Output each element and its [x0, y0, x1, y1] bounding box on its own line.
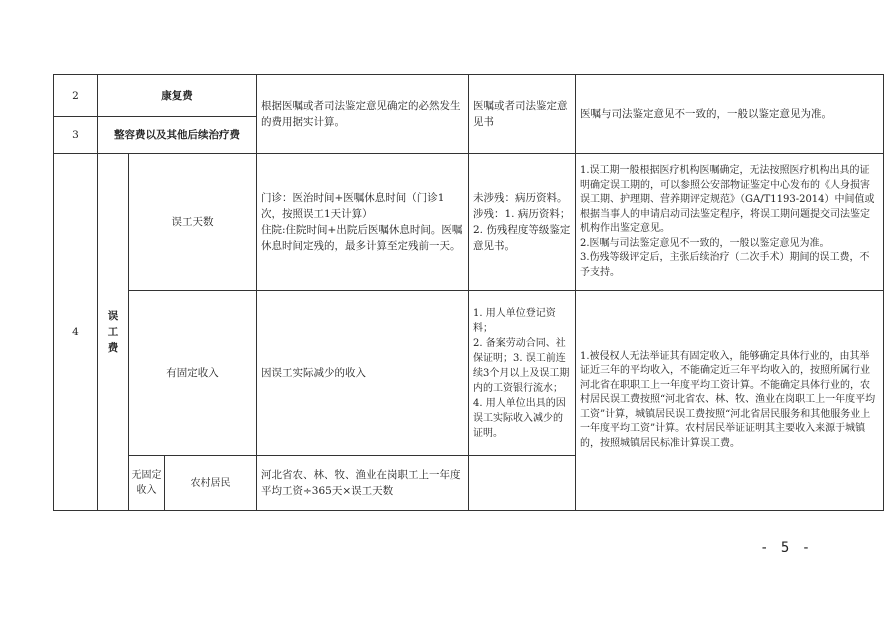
lost-days-evidence: 未涉残：病历资料。 涉残：1. 病历资料； 2. 伤残程度等级鉴定意见书。: [469, 154, 576, 291]
lost-days-label: 误工天数: [129, 154, 257, 291]
item-lost-wages: [98, 154, 129, 511]
empty-cell: [469, 456, 576, 511]
item-cosmetic-fee: 整容费以及其他后续治疗费: [98, 117, 257, 154]
rural-resident-basis: 河北省农、林、牧、渔业在岗职工上一年度平均工资÷365天×误工天数: [257, 456, 469, 511]
item-rehab-fee: 康复费: [98, 75, 257, 117]
rehab-evidence: 医嘱或者司法鉴定意见书: [469, 75, 576, 154]
income-note: 1.被侵权人无法举证其有固定收入，能够确定具体行业的，由其举证近三年的平均收入，不能确定近三年平均收入的，按照所属行业河北省在职职工上一年度平均工资计算。不能确定具体行业的，农村居民误工费按照“河北省农、林、牧、渔业在岗职工上一年度平均工资”计算，城镇居民误工费按照“河北省居民服务和其他服务业上一年度平均工资”计算。农村居民举证证明其主要收入来源于城镇的，按照城镇居民标准计算误工费。: [576, 291, 884, 511]
row-number: 4: [54, 154, 98, 511]
page-number: - 5 -: [760, 540, 813, 556]
note-item: 3.伤残等级评定后，主张后续治疗（二次手术）期间的误工费，不予支持。: [580, 252, 870, 278]
category-char: 工: [107, 326, 119, 338]
no-fixed-income-label: 无固定收入: [129, 456, 165, 511]
note-item: 1.误工期一般根据医疗机构医嘱确定，无法按照医疗机构出具的证明确定误工期的，可以参照公安部物证鉴定中心发布的《人身损害误工期、护理期、营养期评定规范》（GA/T1193-2014）中间值或根据当事人的申请启动司法鉴定程序，将误工期问题提交司法鉴定机构作出鉴定意见。: [580, 165, 875, 234]
category-char: 费: [107, 342, 119, 354]
row-number: 2: [54, 75, 98, 117]
lost-days-basis: 门诊：医治时间+医嘱休息时间（门诊1次，按照误工1天计算） 住院:住院时间+出院后医嘱休息时间。医嘱休息时间定残的，最多计算至定残前一天。: [257, 154, 469, 291]
fixed-income-evidence: 1. 用人单位登记资料； 2. 备案劳动合同、社保证明；3. 误工前连续3个月以上及误工期内的工资银行流水； 4. 用人单位出具的因误工实际收入减少的证明。: [469, 291, 576, 456]
rural-resident-label: 农村居民: [165, 456, 257, 511]
note-item: 2.医嘱与司法鉴定意见不一致的，一般以鉴定意见为准。: [580, 237, 830, 249]
rehab-basis: 根据医嘱或者司法鉴定意见确定的必然发生的费用据实计算。: [257, 75, 469, 154]
rehab-note: 医嘱与司法鉴定意见不一致的，一般以鉴定意见为准。: [576, 75, 884, 154]
row-number: 3: [54, 117, 98, 154]
compensation-table: [53, 74, 884, 511]
category-char: 误: [107, 310, 119, 322]
fixed-income-basis: 因误工实际减少的收入: [257, 291, 469, 456]
fixed-income-label: 有固定收入: [129, 291, 257, 456]
lost-days-notes: [576, 154, 884, 291]
